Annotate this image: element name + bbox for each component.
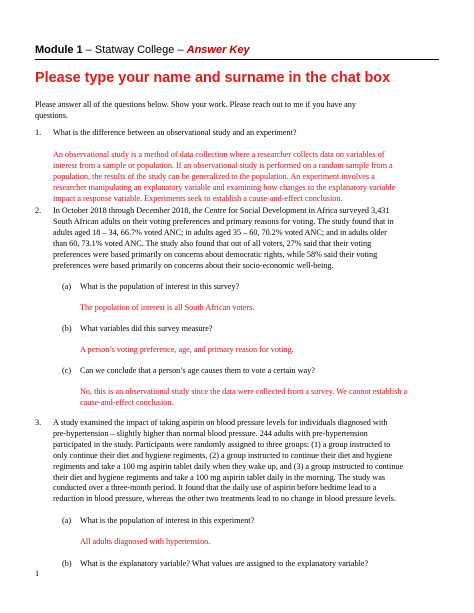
question-3a-text: What is the population of interest in this experiment? bbox=[80, 516, 255, 525]
answer-line: No, this is an observational study since the data were collected from a survey. We cannot establish a bbox=[80, 387, 408, 396]
question-3-text bbox=[53, 418, 403, 505]
question-1-answer bbox=[53, 150, 395, 205]
intro-line: questions. bbox=[35, 110, 68, 120]
question-2c-text: Can we conclude that a person’s age causes them to vote a certain way? bbox=[80, 366, 315, 375]
question-line: conducted over a three-month period. It found that the daily use of aspirin before bedtime lead to a bbox=[53, 483, 377, 493]
subquestion-label: (c) bbox=[62, 366, 72, 375]
question-2a-text: What is the population of interest in this survey? bbox=[80, 282, 240, 291]
question-line: preferences were based primarily on concerns about their socio-economic well-being. bbox=[53, 260, 334, 270]
subquestion-label: (a) bbox=[62, 516, 72, 525]
question-line: pre-hypertension – slightly higher than normal blood pressure. 244 adults with pre-hypertension bbox=[53, 428, 368, 438]
question-line: their diet and hygiene regiments and take a 100 mg aspirin tablet daily in the morning. The study was bbox=[53, 472, 386, 482]
intro-paragraph bbox=[35, 100, 356, 122]
question-2b-text: What variables did this survey measure? bbox=[80, 324, 213, 333]
question-number: 2. bbox=[35, 206, 42, 215]
answer-line: population, the results of the study can be generalized to the population. An experiment involves a bbox=[53, 171, 375, 181]
answer-key-label: Answer Key bbox=[186, 44, 250, 56]
answer-line: An observational study is a method of data collection where a researcher collects data on variables of bbox=[53, 150, 385, 159]
intro-line: Please answer all of the questions below. Show your work. Please reach out to me if you have any bbox=[35, 100, 356, 109]
subquestion-label: (b) bbox=[62, 324, 72, 333]
subquestion-label: (b) bbox=[62, 559, 72, 568]
page-number: 1 bbox=[35, 569, 40, 578]
question-line: regiments and take a 100 mg aspirin tablet daily when they wake up, and (3) a group instructed to continue bbox=[53, 461, 404, 471]
question-line: only continue their diet and hygiene regiments, (2) a group instructed to continue their diet and hygiene bbox=[53, 450, 393, 460]
subquestion-label: (a) bbox=[62, 282, 72, 291]
answer-line: researcher manipulating an explanatory variable and examining how changes to the explanatory variable bbox=[53, 182, 396, 192]
answer-line: cause-and-effect conclusion. bbox=[80, 397, 174, 407]
college-label: – Statway College – bbox=[82, 44, 187, 56]
question-line: A study examined the impact of taking aspirin on blood pressure levels for individuals diagnosed with bbox=[53, 418, 388, 427]
page-title: Please type your name and surname in the chat box bbox=[35, 70, 391, 86]
question-2a-answer: The population of interest is all South African voters. bbox=[80, 303, 255, 312]
module-label: Module 1 bbox=[35, 44, 83, 56]
question-line: adults aged 18 – 34, 66.7% voted ANC; in adults aged 35 – 60, 70.2% voted ANC; and in adults older bbox=[53, 227, 387, 237]
question-number: 1. bbox=[35, 128, 42, 137]
question-2c-answer bbox=[80, 387, 407, 409]
answer-line: impact a response variable. Experiments seek to establish a cause-and-effect conclusion. bbox=[53, 193, 343, 203]
question-line: In October 2018 through December 2018, the Centre for Social Development in Africa surveyed 3,431 bbox=[53, 206, 390, 215]
answer-line: interest from a sample or population. If an observational study is performed on a random sample from a bbox=[53, 160, 393, 170]
question-3b-text: What is the explanatory variable? What values are assigned to the explanatory variable? bbox=[80, 559, 369, 568]
question-line: than 60, 73.1% voted ANC. The study also found that out of all voters, 27% said that their voting bbox=[53, 238, 372, 248]
question-2-text bbox=[53, 206, 394, 271]
page-header bbox=[35, 44, 439, 56]
question-3a-answer: All adults diagnosed with hypertension. bbox=[80, 537, 211, 546]
question-number: 3. bbox=[35, 418, 42, 427]
question-line: preferences were based primarily on concerns about democratic rights, while 58% said their voting bbox=[53, 249, 378, 259]
question-line: participated in the study. Participants were randomly assigned to three groups: (1) a group instructed to bbox=[53, 439, 391, 449]
question-line: reduction in blood pressure, whereas the other two treatments lead to no change in blood pressure levels. bbox=[53, 494, 396, 504]
question-2b-answer: A person’s voting preference, age, and primary reason for voting. bbox=[80, 345, 294, 354]
question-1-text: What is the difference between an observational study and an experiment? bbox=[53, 128, 297, 137]
question-line: South African adults on their voting preferences and primary reasons for voting. The study found that in bbox=[53, 216, 394, 226]
header-rule bbox=[35, 59, 439, 60]
